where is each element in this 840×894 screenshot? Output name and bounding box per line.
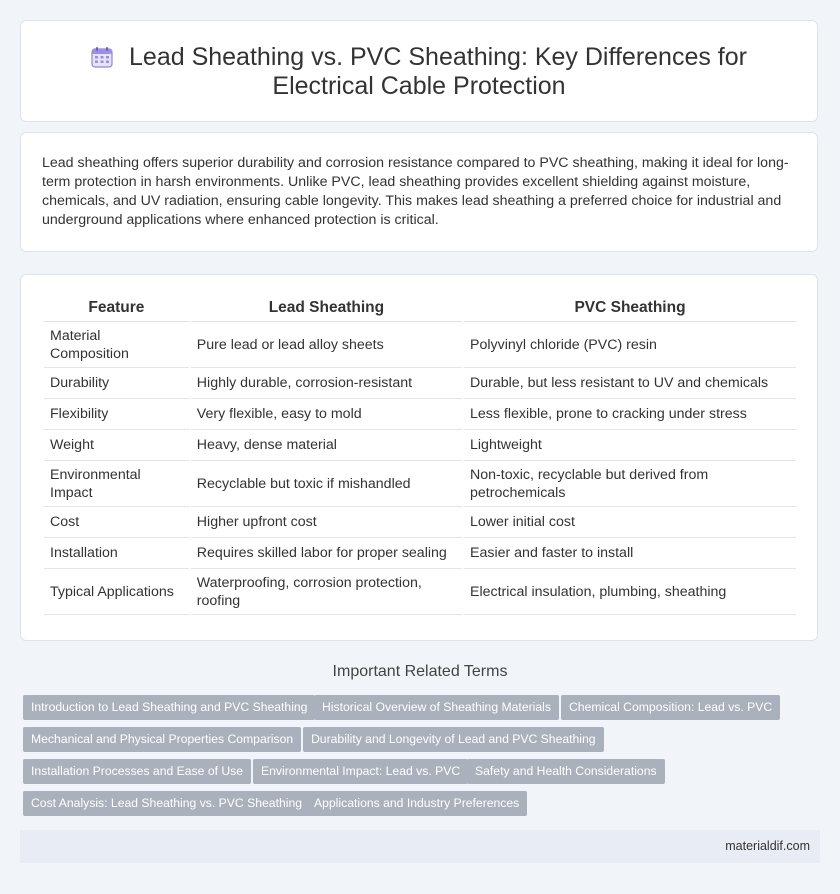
feature-cell: Weight [44,430,189,461]
table-row [44,461,796,507]
pvc-cell: Non-toxic, recyclable but derived from petrochemicals [464,461,796,507]
lead-cell: Highly durable, corrosion-resistant [191,368,462,399]
feature-cell: Flexibility [44,399,189,430]
feature-cell: Material Composition [44,322,189,368]
pvc-cell: Durable, but less resistant to UV and chemicals [464,368,796,399]
feature-cell: Environmental Impact [44,461,189,507]
related-term-tag[interactable]: Applications and Industry Preferences [306,791,527,816]
pvc-cell: Easier and faster to install [464,538,796,569]
title-card [20,20,818,122]
related-term-tag[interactable]: Mechanical and Physical Properties Comparison [23,727,301,752]
footer-site: materialdif.com [725,839,810,853]
feature-cell: Cost [44,507,189,538]
pvc-cell: Lower initial cost [464,507,796,538]
lead-cell: Waterproofing, corrosion protection, roofing [191,569,462,615]
lead-cell: Very flexible, easy to mold [191,399,462,430]
related-term-tag[interactable]: Environmental Impact: Lead vs. PVC [253,759,468,784]
calendar-icon [91,46,113,68]
feature-cell: Typical Applications [44,569,189,615]
comparison-table [42,294,798,615]
table-row [44,569,796,615]
lead-cell: Heavy, dense material [191,430,462,461]
table-row [44,368,796,399]
comparison-table-card [20,274,818,641]
related-term-tag[interactable]: Historical Overview of Sheathing Materials [314,695,559,720]
page-title-text: Lead Sheathing vs. PVC Sheathing: Key Differences for Electrical Cable Protection [129,43,747,100]
related-terms-heading: Important Related Terms [332,663,508,680]
header-pvc-sheathing: PVC Sheathing [464,294,796,322]
related-term-tag[interactable]: Introduction to Lead Sheathing and PVC Sheathing [23,695,315,720]
related-term-tag[interactable]: Durability and Longevity of Lead and PVC Sheathing [303,727,604,752]
header-feature: Feature [44,294,189,322]
lead-cell: Recyclable but toxic if mishandled [191,461,462,507]
header-lead-sheathing: Lead Sheathing [191,294,462,322]
feature-cell: Installation [44,538,189,569]
table-row [44,430,796,461]
table-header-row [44,294,796,322]
pvc-cell: Lightweight [464,430,796,461]
title-wrap [51,43,787,101]
table-row [44,538,796,569]
related-term-tag[interactable]: Cost Analysis: Lead Sheathing vs. PVC Sheathing [23,791,310,816]
table-row [44,507,796,538]
intro-paragraph: Lead sheathing offers superior durability and corrosion resistance compared to PVC sheathing, making it ideal for long-term protection in harsh environments. Unlike PVC, lead sheathing provides excellent shielding against moisture, chemicals, and UV radiation, ensuring cable longevity. This makes lead sheathing a preferred choice for industrial and underground applications where enhanced protection is critical. [42,155,789,228]
table-row [44,322,796,368]
footer [20,830,820,863]
pvc-cell: Polyvinyl chloride (PVC) resin [464,322,796,368]
related-term-tag[interactable]: Installation Processes and Ease of Use [23,759,251,784]
page-title [51,43,787,101]
pvc-cell: Electrical insulation, plumbing, sheathing [464,569,796,615]
intro-card [20,132,818,252]
related-term-tag[interactable]: Chemical Composition: Lead vs. PVC [561,695,780,720]
pvc-cell: Less flexible, prone to cracking under stress [464,399,796,430]
lead-cell: Higher upfront cost [191,507,462,538]
lead-cell: Requires skilled labor for proper sealing [191,538,462,569]
related-term-tag[interactable]: Safety and Health Considerations [467,759,665,784]
feature-cell: Durability [44,368,189,399]
table-row [44,399,796,430]
lead-cell: Pure lead or lead alloy sheets [191,322,462,368]
